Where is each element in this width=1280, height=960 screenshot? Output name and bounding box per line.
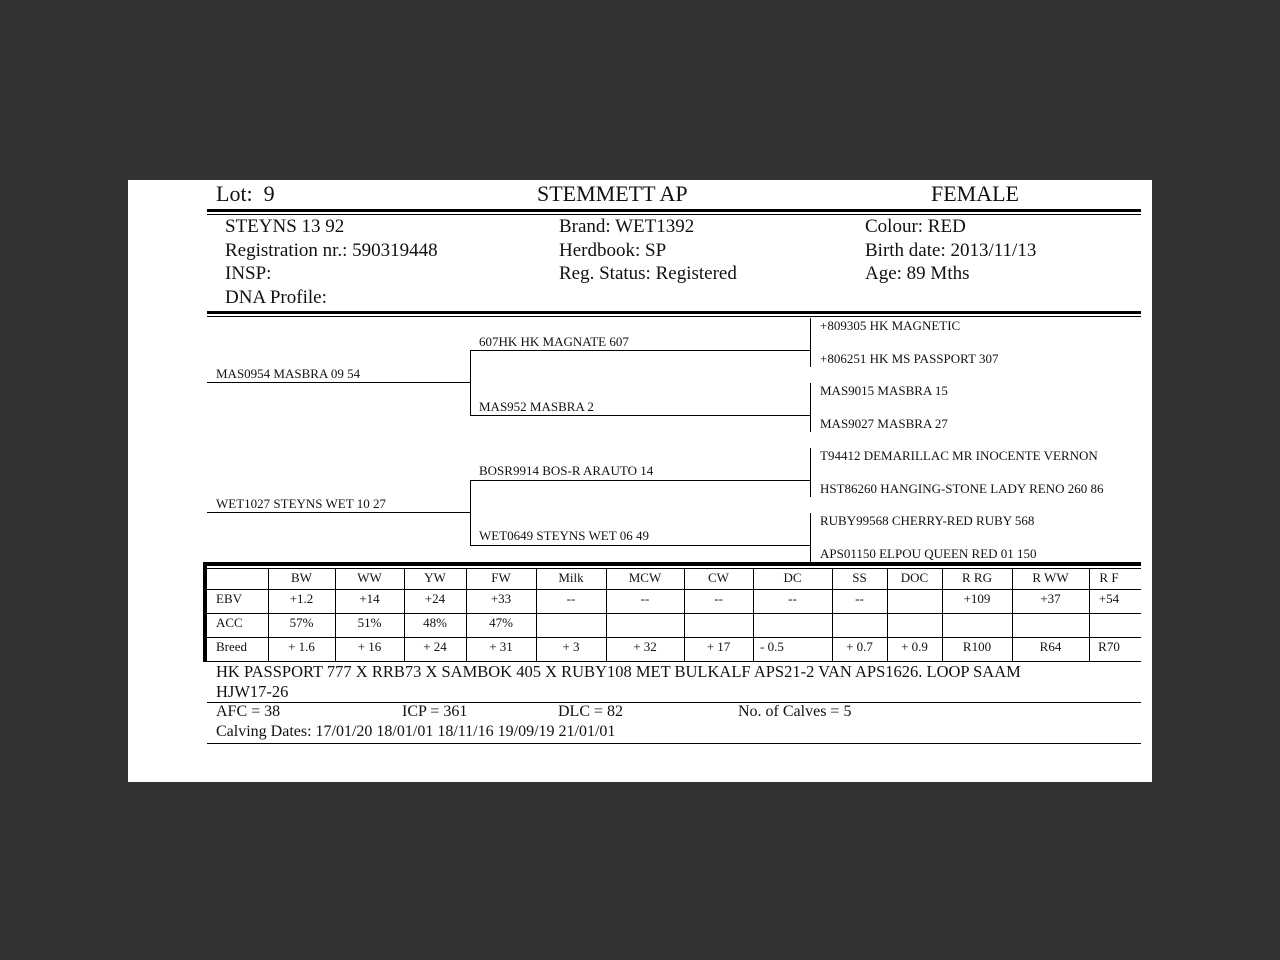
ggp-bracket-3: [810, 448, 811, 497]
ggp-4: MAS9027 MASBRA 27: [820, 416, 948, 431]
table-left-rule: [203, 562, 207, 662]
breeding-notes-line1: HK PASSPORT 777 X RRB73 X SAMBOK 405 X RUBY108 MET BULKALF APS21-2 VAN APS1626. LOOP SAAM: [216, 662, 1021, 681]
header-rule-top: [207, 209, 1141, 212]
breed-doc: + 0.9: [901, 639, 928, 654]
breed-rrg: R100: [962, 639, 992, 654]
table-rule-2: [207, 613, 1141, 614]
sire-dam: MAS952 MASBRA 2: [479, 399, 594, 414]
header-yw: YW: [424, 570, 446, 585]
table-top-rule: [203, 562, 1141, 566]
details-rule-bottom: [207, 316, 1141, 317]
ebv-mcw: --: [640, 591, 650, 606]
header-rf: R F: [1099, 570, 1119, 585]
dam-sire-line: [470, 480, 810, 481]
calving-dates: Calving Dates: 17/01/20 18/01/01 18/11/16 19/09/19 21/01/01: [216, 723, 616, 740]
registration-number: Registration nr.: 590319448: [225, 240, 438, 261]
breed-cw: + 17: [706, 639, 731, 654]
header-milk: Milk: [558, 570, 584, 585]
dam-bracket: [470, 480, 471, 545]
notes-rule: [207, 702, 1141, 703]
dam-line: [207, 512, 470, 513]
ebv-bw: +1.2: [289, 591, 314, 606]
header-dc: DC: [783, 570, 802, 585]
ebv-dc: --: [788, 591, 797, 606]
breed-mcw: + 32: [633, 639, 657, 654]
ggp-3: MAS9015 MASBRA 15: [820, 383, 948, 398]
dna-profile: DNA Profile:: [225, 287, 327, 308]
acc-bw: 57%: [289, 615, 314, 630]
header-ww: WW: [357, 570, 382, 585]
ggp-2: +806251 HK MS PASSPORT 307: [820, 351, 999, 366]
dam-dam-line: [470, 545, 810, 546]
details-rule-top: [207, 311, 1141, 314]
acc-fw: 47%: [489, 615, 513, 630]
header-cw: CW: [708, 570, 729, 585]
dlc: DLC = 82: [558, 703, 624, 720]
ggp-1: +809305 HK MAGNETIC: [820, 318, 961, 333]
breeding-notes-line2: HJW17-26: [216, 682, 289, 701]
sire-bracket: [470, 350, 471, 415]
lot-label: [216, 181, 275, 207]
ebv-milk: --: [566, 591, 576, 606]
header-doc: DOC: [900, 570, 929, 585]
breed-yw: + 24: [423, 639, 447, 654]
ggp-bracket-4: [810, 513, 811, 562]
ggp-bracket-1: [810, 318, 811, 367]
table-rule-0: [207, 568, 1141, 569]
ggp-6: HST86260 HANGING-STONE LADY RENO 260 86: [820, 481, 1104, 496]
ebv-yw: +24: [424, 591, 446, 606]
ggp-5: T94412 DEMARILLAC MR INOCENTE VERNON: [820, 448, 1098, 463]
sire-sire: 607HK HK MAGNATE 607: [479, 334, 629, 349]
header-rule-bottom: [207, 214, 1141, 215]
calving-rule: [207, 743, 1141, 744]
ebv-ss: --: [855, 591, 864, 606]
dam-dam: WET0649 STEYNS WET 06 49: [479, 528, 649, 543]
header-rrg: R RG: [962, 570, 992, 585]
header-ss: SS: [852, 570, 867, 585]
breed-dc: - 0.5: [760, 639, 784, 654]
ebv-fw: +33: [490, 591, 512, 606]
reg-status: Reg. Status: Registered: [559, 263, 737, 284]
ggp-7: RUBY99568 CHERRY-RED RUBY 568: [820, 513, 1035, 528]
sire-line: [207, 382, 470, 383]
icp: ICP = 361: [402, 703, 468, 720]
row-label-ebv: EBV: [216, 591, 242, 606]
breed-rww: R64: [1039, 639, 1062, 654]
breed-bw: + 1.6: [288, 639, 315, 654]
ebv-rww: +37: [1040, 591, 1061, 606]
breed-ss: + 0.7: [846, 639, 873, 654]
breed-fw: + 31: [489, 639, 513, 654]
sire-sire-line: [470, 350, 810, 351]
table-rule-3: [207, 637, 1141, 638]
catalog-sheet: [128, 180, 1152, 782]
no-of-calves: No. of Calves = 5: [738, 703, 852, 720]
ebv-rf: +54: [1098, 591, 1120, 606]
header-mcw: MCW: [628, 570, 662, 585]
header-fw: FW: [491, 570, 511, 585]
breed-rf: R70: [1098, 639, 1120, 654]
row-label-acc: ACC: [216, 615, 243, 630]
lot-number: 9: [263, 181, 275, 206]
lot-label-text: Lot:: [216, 181, 253, 206]
sex: FEMALE: [931, 181, 1019, 206]
brand: Brand: WET1392: [559, 216, 695, 237]
row-label-breed: Breed: [216, 639, 248, 654]
ebv-rrg: +109: [963, 591, 991, 606]
dam: WET1027 STEYNS WET 10 27: [216, 496, 386, 511]
ggp-bracket-2: [810, 383, 811, 432]
insp: INSP:: [225, 263, 272, 284]
breed-ww: + 16: [357, 639, 382, 654]
birth-date: Birth date: 2013/11/13: [865, 240, 1037, 261]
ggp-8: APS01150 ELPOU QUEEN RED 01 150: [820, 546, 1037, 561]
sire: MAS0954 MASBRA 09 54: [216, 366, 361, 381]
herdbook: Herdbook: SP: [559, 240, 667, 261]
afc: AFC = 38: [216, 703, 281, 720]
table-rule-1: [207, 589, 1141, 590]
animal-name: STEYNS 13 92: [225, 216, 345, 237]
acc-ww: 51%: [357, 615, 382, 630]
age: Age: 89 Mths: [865, 263, 970, 284]
header-rww: R WW: [1032, 570, 1069, 585]
dam-sire: BOSR9914 BOS-R ARAUTO 14: [479, 463, 654, 478]
header-bw: BW: [291, 570, 312, 585]
breed-milk: + 3: [562, 639, 580, 654]
herd-name: STEMMETT AP: [537, 181, 688, 206]
ebv-cw: --: [714, 591, 723, 606]
colour: Colour: RED: [865, 216, 966, 237]
acc-yw: 48%: [423, 615, 447, 630]
ebv-ww: +14: [359, 591, 380, 606]
sire-dam-line: [470, 415, 810, 416]
